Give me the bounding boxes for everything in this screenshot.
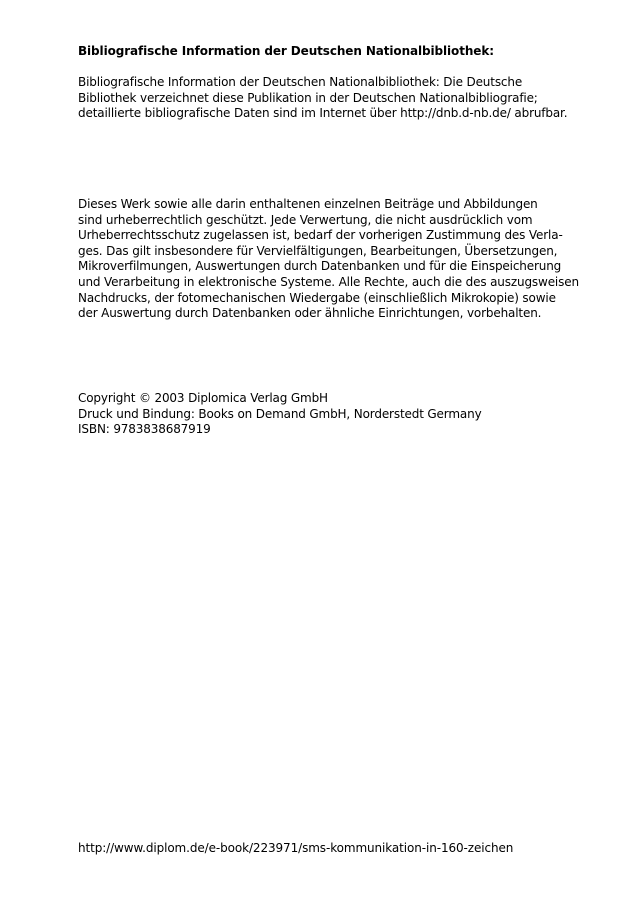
bibliographic-line: Bibliothek verzeichnet diese Publikation in der Deutschen Nationalbibliografie; <box>78 90 538 105</box>
rights-line: Dieses Werk sowie alle darin enthaltenen einzelnen Beiträge und Abbildungen <box>78 197 538 211</box>
rights-line: Mikroverfilmungen, Auswertungen durch Datenbanken und für die Einspeicherung <box>78 259 562 274</box>
publication-details <box>78 391 568 438</box>
bibliographic-information <box>78 75 568 122</box>
rights-line: ges. Das gilt insbesondere für Vervielfältigungen, Bearbeitungen, Übersetzungen, <box>78 243 558 258</box>
copyright-notice <box>78 197 579 322</box>
bibliographic-heading: Bibliografische Information der Deutschen Nationalbibliothek: <box>78 44 494 58</box>
isbn-line: ISBN: 9783838687919 <box>78 422 211 437</box>
rights-line: Urheberrechtsschutz zugelassen ist, bedarf der vorherigen Zustimmung des Verla- <box>78 228 563 243</box>
rights-line: sind urheberrechtlich geschützt. Jede Verwertung, die nicht ausdrücklich vom <box>78 212 533 227</box>
rights-line: und Verarbeitung in elektronische Systeme. Alle Rechte, auch die des auszugsweisen <box>78 274 579 289</box>
bibliographic-line: Bibliografische Information der Deutschen Nationalbibliothek: Die Deutsche <box>78 75 523 89</box>
rights-line: Nachdrucks, der fotomechanischen Wiedergabe (einschließlich Mikrokopie) sowie <box>78 290 556 305</box>
bibliographic-line: detaillierte bibliografische Daten sind im Internet über http://dnb.d-nb.de/ abrufbar. <box>78 106 568 121</box>
printing-line: Druck und Bindung: Books on Demand GmbH, Norderstedt Germany <box>78 406 482 421</box>
rights-line: der Auswertung durch Datenbanken oder ähnliche Einrichtungen, vorbehalten. <box>78 306 542 321</box>
footer-url: http://www.diplom.de/e-book/223971/sms-kommunikation-in-160-zeichen <box>78 841 514 855</box>
copyright-line: Copyright © 2003 Diplomica Verlag GmbH <box>78 391 328 405</box>
